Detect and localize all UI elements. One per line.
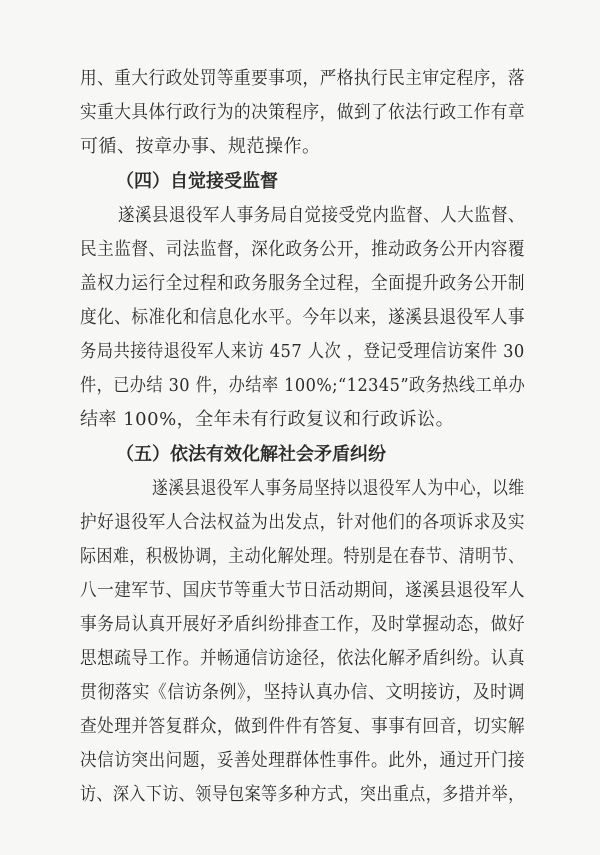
body-text-line: 事务局认真开展好矛盾纠纷排查工作，及时掌握动态，做好 (80, 614, 526, 635)
body-text-line: 访、深入下访、领导包案等多种方式，突出重点，多措并举， (80, 784, 525, 805)
body-text-line: 际困难，积极协调，主动化解处理。特别是在春节、清明节、 (80, 546, 525, 567)
body-text-line: 实重大具体行政行为的决策程序，做到了依法行政工作有章 (80, 102, 526, 123)
body-text-line: 用、重大行政处罚等重要事项，严格执行民主审定程序，落 (80, 68, 526, 89)
body-text-line: 查处理并答复群众，做到件件有答复、事事有回音，切实解 (80, 716, 526, 737)
body-text-line: 度化、标准化和信息化水平。今年以来，遂溪县退役军人事 (80, 307, 526, 328)
body-text-line: 八一建军节、国庆节等重大节日活动期间，遂溪县退役军人 (80, 580, 526, 601)
body-text-line: 结率 100%，全年未有行政复议和行政诉讼。 (80, 409, 455, 430)
body-text-line: 护好退役军人合法权益为出发点，针对他们的各项诉求及实 (80, 512, 526, 533)
body-text-line: 遂溪县退役军人事务局自觉接受党内监督、人大监督、 (118, 205, 526, 226)
section-heading-4: （四）自觉接受监督 (116, 171, 278, 192)
body-text-line: 思想疏导工作。并畅通信访途径，依法化解矛盾纠纷。认真 (80, 648, 526, 669)
body-text-line: 决信访突出问题，妥善处理群体性事件。此外，通过开门接 (80, 750, 526, 771)
body-text-line: 贯彻落实《信访条例》，坚持认真办信、文明接访，及时调 (80, 682, 526, 703)
body-text-line: 务局共接待退役军人来访 457 人次 ，登记受理信访案件 30 (80, 341, 525, 362)
body-text-line: 可循、按章办事、规范操作。 (80, 136, 321, 157)
body-text-line: 民主监督、司法监督，深化政务公开，推动政务公开内容覆 (80, 239, 526, 260)
body-text-line: 遂溪县退役军人事务局坚持以退役军人为中心，以维 (152, 478, 525, 499)
body-text-line: 件，已办结 30 件，办结率 100%;“12345”政务热线工单办 (80, 375, 526, 396)
body-text-line: 盖权力运行全过程和政务服务全过程，全面提升政务公开制 (80, 273, 526, 294)
section-heading-5: （五）依法有效化解社会矛盾纠纷 (116, 444, 386, 465)
